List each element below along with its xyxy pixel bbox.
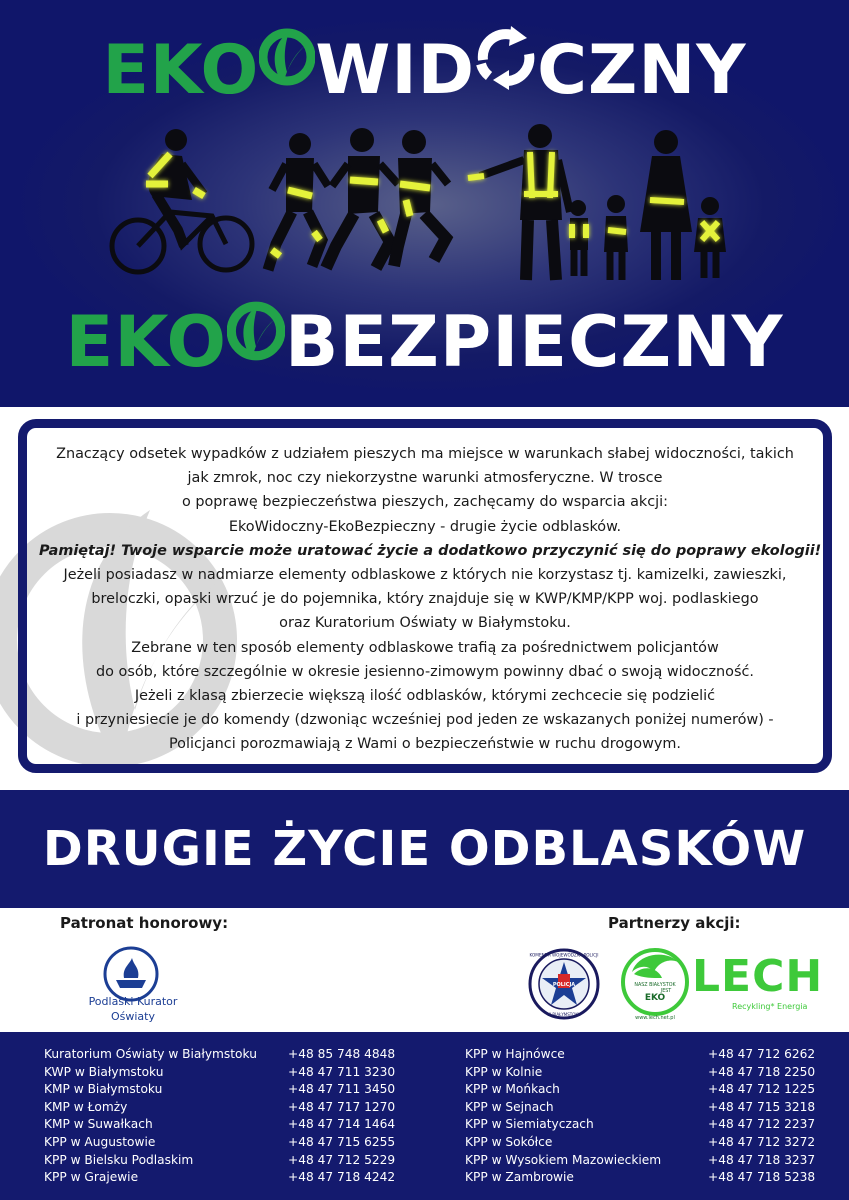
kurator-logo-text [78,994,188,1024]
police-badge-icon [528,948,600,1020]
eko-badge-url: www.lech.net.pl [635,1015,675,1021]
contacts-right-names [465,1046,661,1187]
police-city-text: W BIAŁYMSTOKU [547,1012,581,1017]
honorary-patronage-label: Patronat honorowy: [60,914,229,932]
info-text-line: do osób, które szczególnie w okresie jesienno-zimowym powinny dbać o swoją widoczność. [96,663,754,680]
contact-name: KPP w Kolnie [465,1064,543,1079]
contacts-right-phones [708,1046,815,1187]
contact-phone: +48 47 715 6255 [288,1134,396,1149]
info-highlight: Pamiętaj! Twoje wsparcie może uratować życie a dodatkowo przyczynić się do poprawy ekologii! [39,542,822,559]
contact-name: KPP w Sejnach [465,1099,554,1114]
contact-phone: +48 47 718 5238 [708,1170,816,1185]
contact-name: KPP w Zambrowie [465,1170,574,1185]
info-text-line: Policjanci porozmawiają z Wami o bezpieczeństwie w ruchu drogowym. [168,736,681,753]
leaf-icon [227,295,285,387]
title-bezpieczny: BEZPIECZNY [284,301,784,383]
eko-leaf-badge-icon [618,942,692,1022]
contact-name: Kuratorium Oświaty w Białymstoku [44,1047,257,1061]
eko-badge-text2: JEST [660,989,672,994]
contact-phone: +48 47 715 3218 [708,1099,816,1114]
contact-phone: +48 47 717 1270 [288,1099,396,1114]
contact-name: KMP w Suwałkach [44,1117,153,1132]
kurator-line2: Oświaty [110,1010,155,1023]
contact-phone: +48 47 712 1225 [708,1082,816,1097]
patrons-section [0,908,849,1032]
lech-tagline: Recykling* Energia [732,1002,808,1011]
contact-phone: +48 47 718 3237 [708,1152,816,1167]
contacts-left-names [44,1046,257,1187]
campaign-banner: DRUGIE ŻYCIE ODBLASKÓW [0,790,849,908]
title-ekobezpieczny [0,296,849,393]
contact-name: KMP w Białymstoku [44,1082,163,1097]
info-box [18,419,832,773]
contact-name: KMP w Łomży [44,1099,128,1114]
partners-label: Partnerzy akcji: [608,914,741,932]
runner-icon [268,133,328,270]
silhouettes-illustration [100,120,750,290]
contact-name: KPP w Bielsku Podlaskim [44,1152,194,1167]
contact-phone: +48 47 711 3450 [288,1082,396,1097]
runner-icon [394,130,448,266]
info-text-line: jak zmrok, noc czy niekorzystne warunki atmosferyczne. W trosce [187,470,663,487]
hero-section [0,0,849,407]
contact-name: KPP w Mońkach [465,1082,560,1097]
contact-name: KPP w Grajewie [44,1170,139,1185]
info-text-line: Znaczący odsetek wypadków z udziałem pieszych ma miejsce w warunkach słabej widoczności, takich [56,446,794,462]
contact-phone: +48 47 712 6262 [708,1047,816,1061]
lech-logo [692,950,824,1020]
title-ekowidoczny [0,26,849,119]
info-text-line: EkoWidoczny-EkoBezpieczny - drugie życie odblasków. [228,518,622,535]
kurator-line1: Podlaski Kurator [88,995,178,1008]
cyclist-icon [112,129,252,272]
contact-phone: +48 47 712 2237 [708,1117,816,1132]
contact-name: KPP w Wysokiem Mazowieckiem [465,1152,662,1167]
contact-name: KWP w Białymstoku [44,1064,164,1079]
contact-name: KPP w Siemiatyczach [465,1117,594,1132]
family-icon [468,124,726,280]
contact-name: KPP w Augustowie [44,1134,156,1149]
contact-phone: +48 47 714 1464 [288,1117,396,1132]
contact-phone: +48 47 711 3230 [288,1064,396,1079]
lech-word: LECH [692,951,824,1002]
police-header-text: KOMENDA WOJEWÓDZKA POLICJI [529,952,599,958]
eko-badge-text3: EKO [644,993,666,1003]
contact-name: KPP w Hajnówce [465,1047,565,1061]
info-text-line: o poprawę bezpieczeństwa pieszych, zachęcamy do wsparcia akcji: [181,494,669,511]
info-text-line: Jeżeli posiadasz w nadmiarze elementy odblaskowe z których nie korzystasz tj. kamizelki, zawieszki, [63,567,787,584]
title-czny: CZNY [537,31,747,110]
title-eko-prefix: EKO [102,31,260,110]
eko-badge-text1: NASZ BIAŁYSTOK [634,983,676,988]
contact-phone: +48 47 718 2250 [708,1064,816,1079]
info-text-line: oraz Kuratorium Oświaty w Białymstoku. [279,615,571,632]
info-text-line: Zebrane w ten sposób elementy odblaskowe trafią za pośrednictwem policjantów [131,639,719,656]
contact-name: KPP w Sokółce [465,1134,553,1149]
runner-icon [326,128,398,268]
title-eko-prefix-2: EKO [65,301,227,383]
contact-phone: +48 85 748 4848 [288,1047,396,1061]
info-text-line: Jeżeli z klasą zbierzecie większą ilość odblasków, którymi zechcecie się podzielić [134,688,716,705]
info-text-line: breloczki, opaski wrzuć je do pojemnika, który znajduje się w KWP/KMP/KPP woj. podlaskiego [91,591,759,608]
leaf-icon [259,23,315,113]
contacts-left-phones [288,1046,395,1187]
title-wid: WID [315,31,476,110]
police-word-text: POLICJA [552,982,576,988]
contacts-section [0,1032,849,1200]
contact-phone: +48 47 712 5229 [288,1152,396,1167]
info-text-line: i przyniesiecie je do komendy (dzwoniąc wcześniej pod jeden ze wskazanych poniżej numerów) - [76,712,774,729]
contact-phone: +48 47 712 3272 [708,1134,816,1149]
recycle-icon [475,23,537,113]
contact-phone: +48 47 718 4242 [288,1170,396,1185]
